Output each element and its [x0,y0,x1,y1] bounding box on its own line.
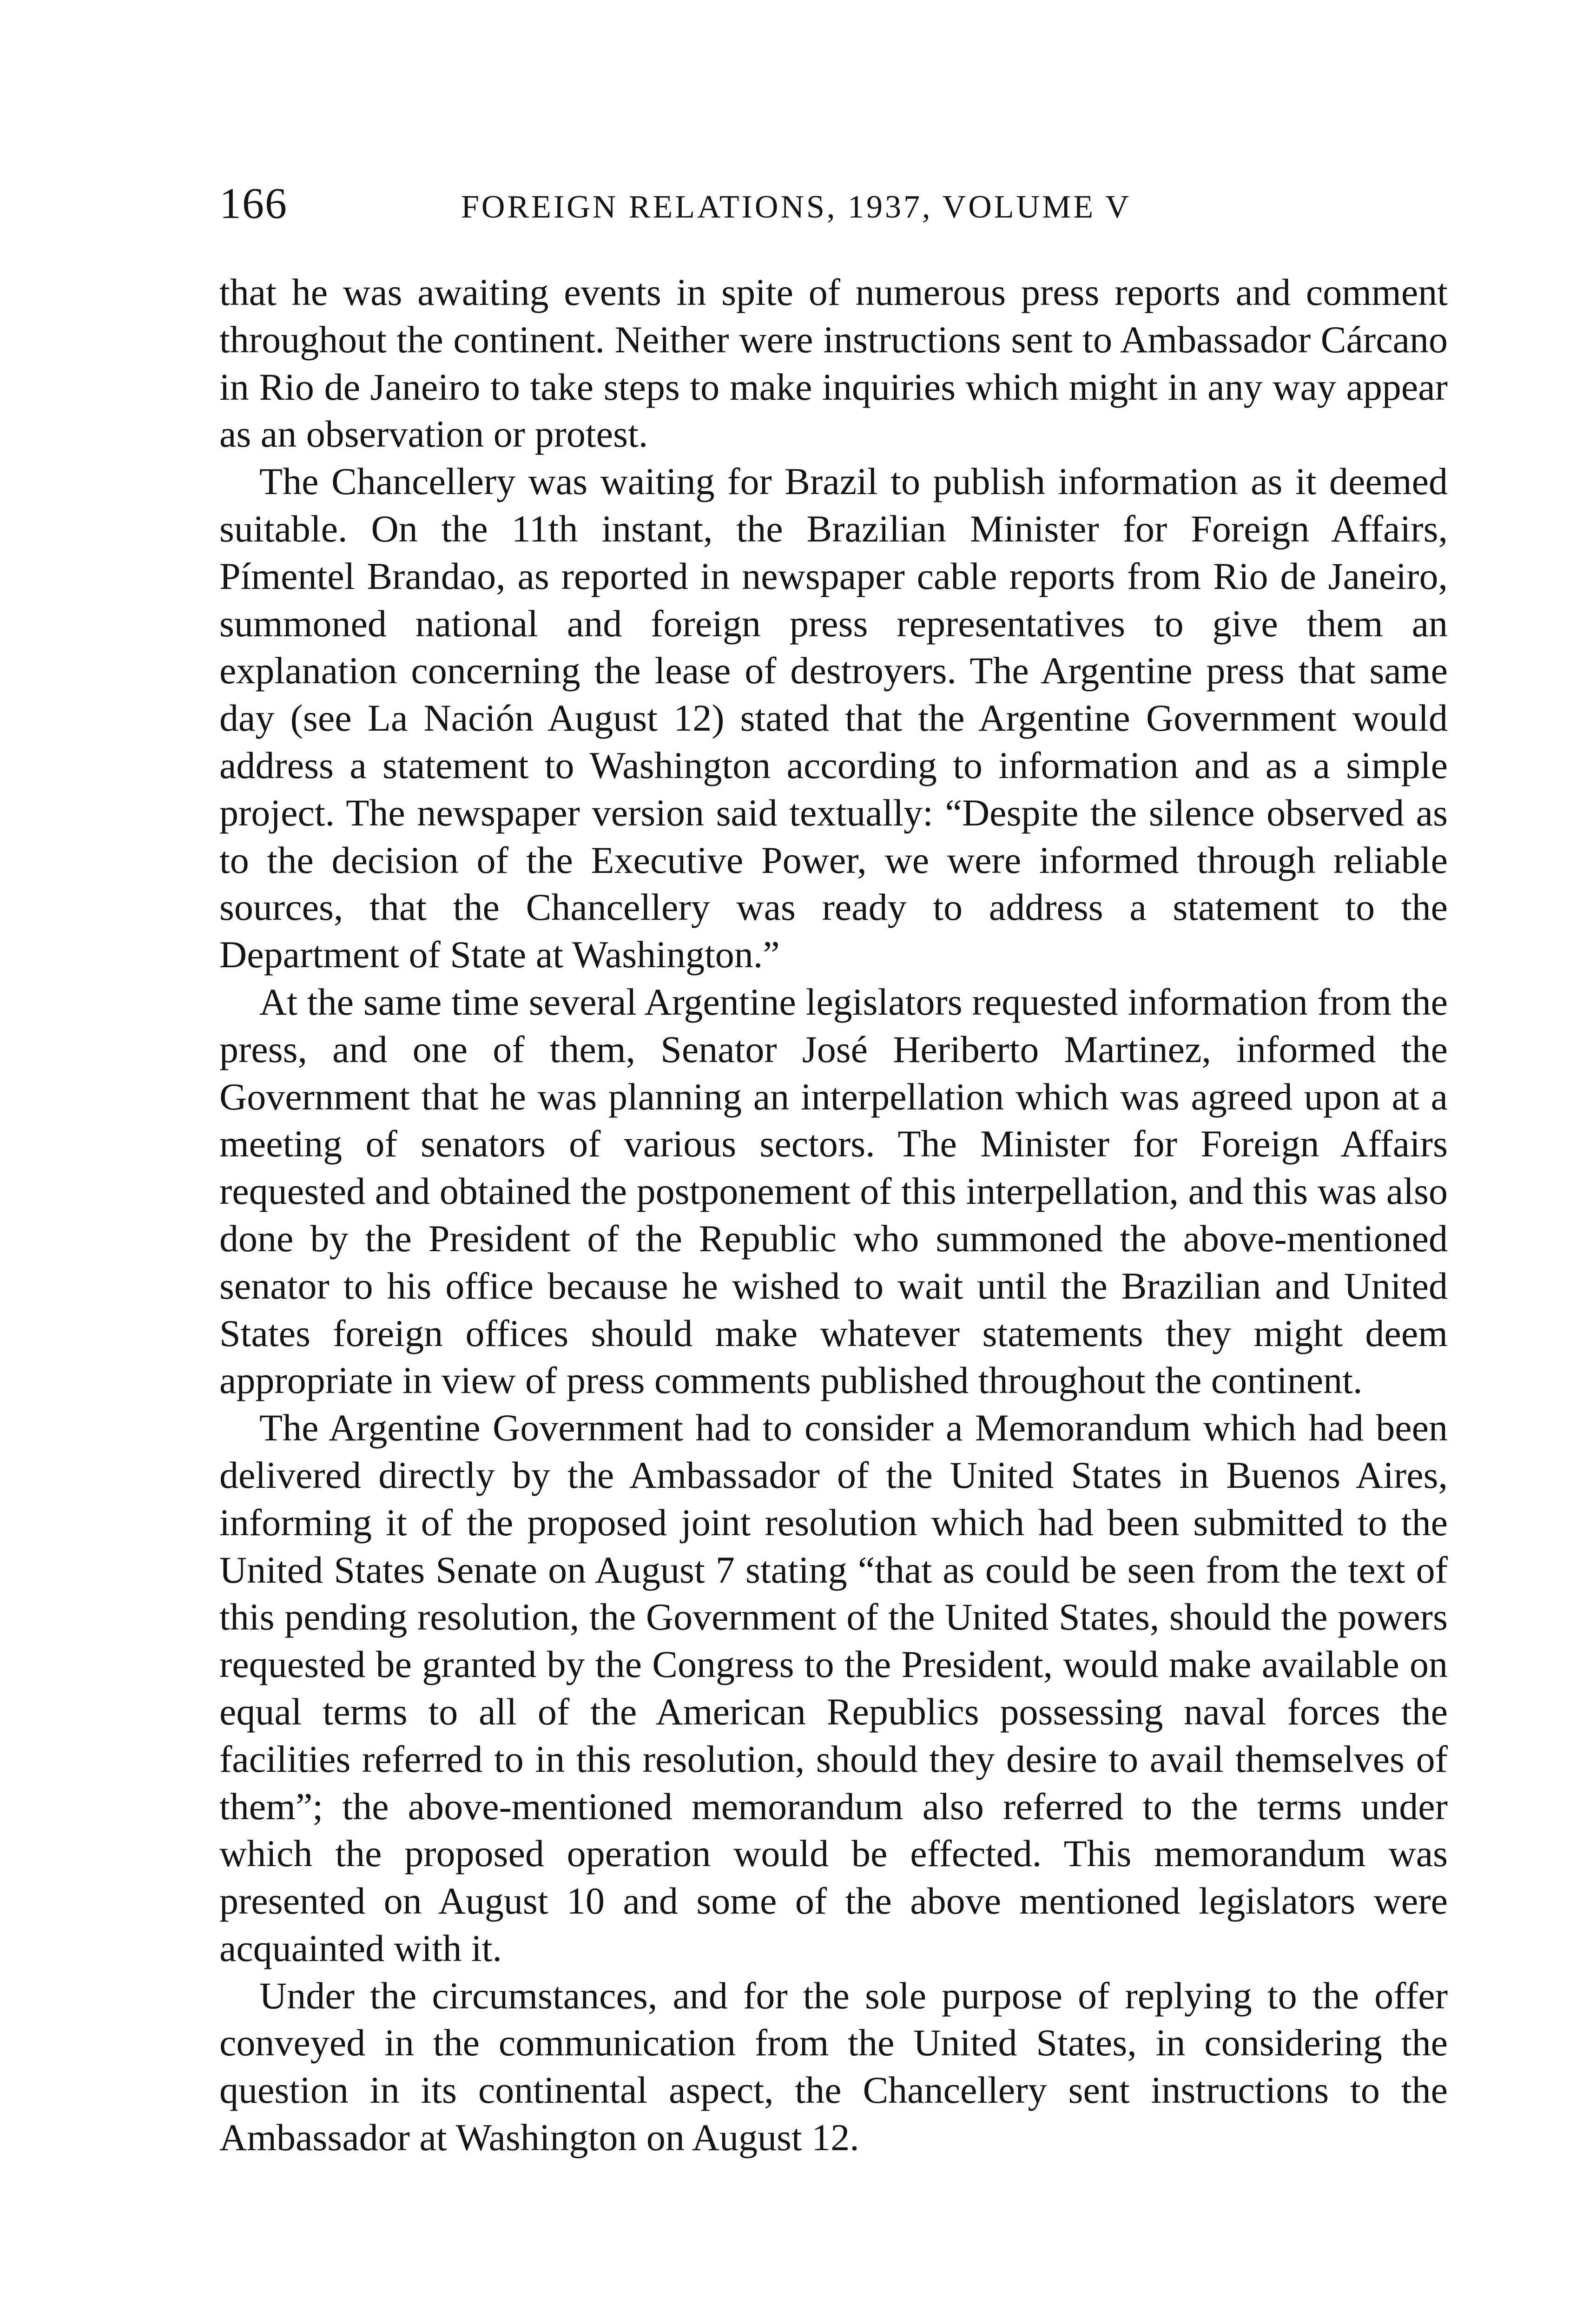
paragraph-memorandum: The Argentine Government had to consider a Memorandum which had been delivered directly by the Ambassador of the United States in Buenos Aires, informing it of the proposed joint resolution which had been submitted to the United States Senate on August 7 stating “that as could be seen from the text of this pending resolution, the Government of the United States, should the powers requested be granted by the Congress to the President, would make available on equal terms to all of the American Republics possessing naval forces the facilities referred to in this resolution, should they desire to avail themselves of them”; the above-mentioned memorandum also referred to the terms under which the proposed operation would be effected. This memorandum was presented on August 10 and some of the above mentioned legislators were acquainted with it. [219,1406,1448,1969]
paragraph-instructions: Under the circumstances, and for the sole purpose of replying to the offer conveyed in the communication from the United States, in considering the question in its continental aspect, the Chancellery sent instructions to the Ambassador at Washington on August 12. [219,1974,1448,2159]
page-number: 166 [219,179,288,228]
page-header [219,176,1219,231]
running-title: FOREIGN RELATIONS, 1937, VOLUME V [461,189,1131,225]
paragraph-chancellery-waiting: The Chancellery was waiting for Brazil to publish information as it deemed suitable. On the 11th instant, the Brazilian Minister for Foreign Affairs, Pímentel Brandao, as reported in newspaper cable reports from Rio de Janeiro, summoned national and foreign press representatives to give them an explanation concerning the lease of destroyers. The Argentine press that same day (see La Nación August 12) stated that the Argentine Government would address a statement to Washington according to information and as a simple project. The newspaper version said textually: “Despite the silence observed as to the decision of the Executive Power, we were informed through reliable sources, that the Chancellery was ready to address a statement to the Department of State at Washington.” [219,460,1448,976]
body-text [219,269,1448,2161]
paragraph-continued: that he was awaiting events in spite of numerous press reports and comment throughout the continent. Neither were instructions sent to Ambassador Cárcano in Rio de Janeiro to take steps to make inquiries which might in any way appear as an observation or protest. [219,271,1448,456]
paragraph-legislators: At the same time several Argentine legislators requested information from the press, and one of them, Senator José Heriberto Martinez, informed the Government that he was planning an interpellation which was agreed upon at a meeting of senators of various sectors. The Minister for Foreign Affairs requested and obtained the postponement of this interpellation, and this was also done by the President of the Republic who summoned the above-mentioned senator to his office because he wished to wait until the Brazilian and United States foreign offices should make whatever statements they might deem appropriate in view of press comments published throughout the continent. [219,980,1448,1402]
